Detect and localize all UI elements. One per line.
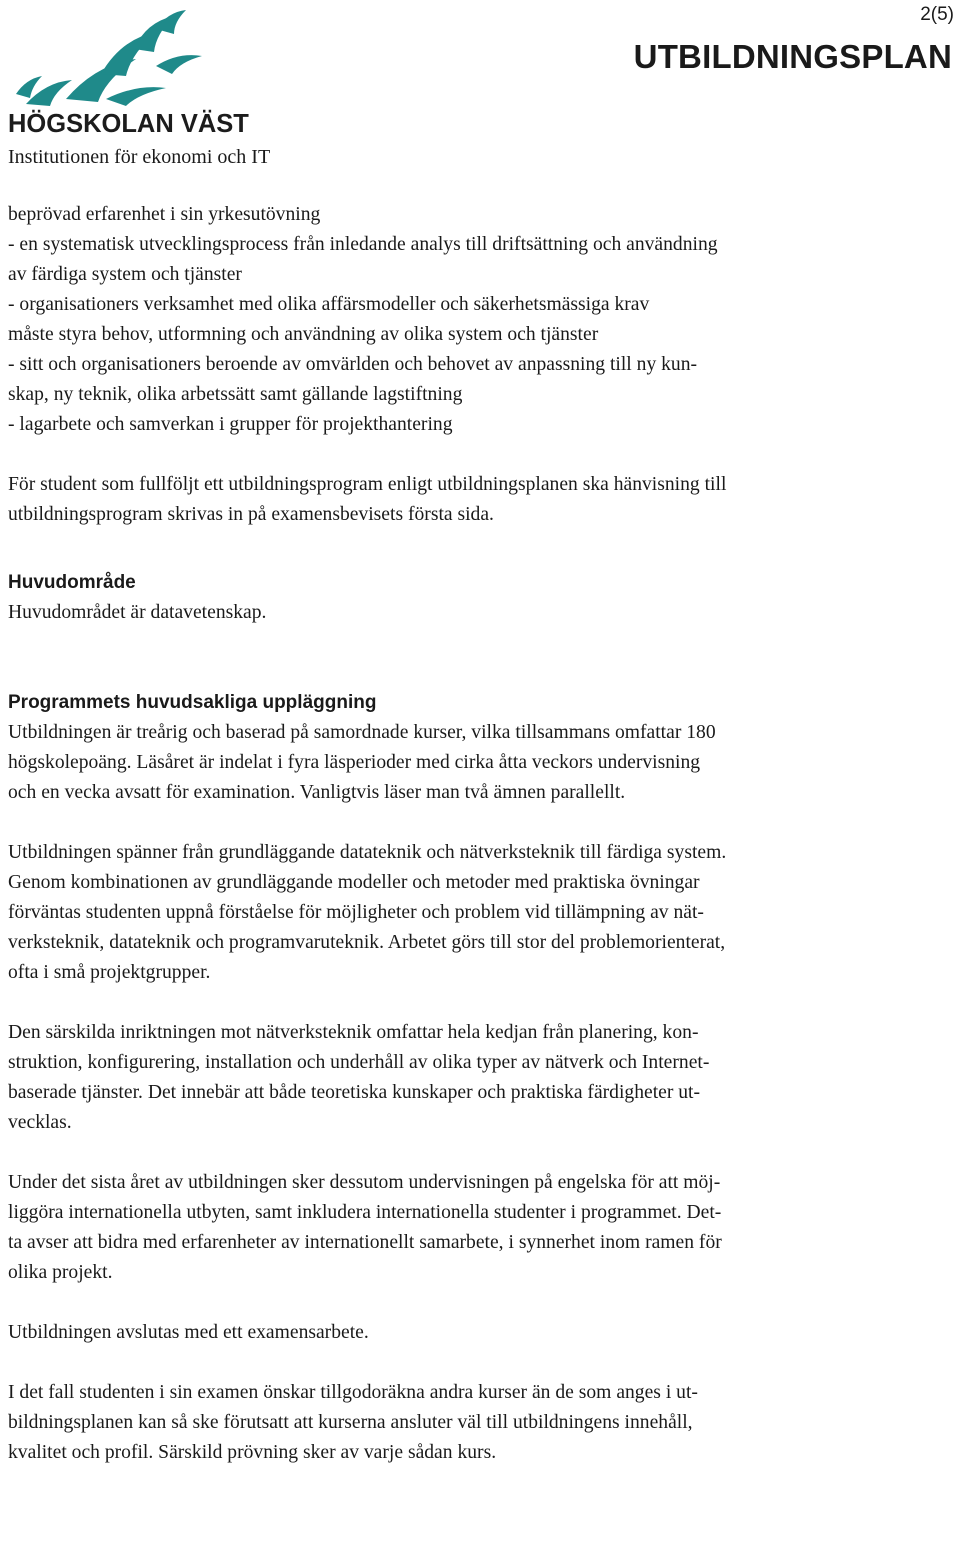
paragraph-line: Den särskilda inriktningen mot nätverksteknik omfattar hela kedjan från planering, kon- (8, 1022, 699, 1043)
list-line: - en systematisk utvecklingsprocess från inledande analys till driftsättning och användning (8, 234, 718, 255)
hogskolan-vast-logo (6, 4, 256, 138)
paragraph-line: ta avser att bidra med erfarenheter av internationellt samarbete, i synnerhet inom ramen för (8, 1232, 722, 1253)
paragraph-line: verksteknik, datateknik och programvaruteknik. Arbetet görs till stor del problemorienterat, (8, 932, 726, 953)
learning-outcomes-list (8, 200, 952, 440)
paragraph-line: vecklas. (8, 1112, 72, 1133)
paragraph-line: Utbildningen avslutas med ett examensarbete. (8, 1322, 369, 1343)
main-area-text: Huvudområdet är datavetenskap. (8, 602, 267, 623)
list-line: beprövad erfarenhet i sin yrkesutövning (8, 204, 321, 225)
structure-paragraph (8, 838, 952, 988)
paragraph-line: liggöra internationella utbyten, samt inkludera internationella studenter i programmet. Det- (8, 1202, 722, 1223)
wave-logo-icon (16, 10, 202, 106)
paragraph-line: Utbildningen spänner från grundläggande datateknik och nätverksteknik till färdiga system. (8, 842, 727, 863)
page-number: 2(5) (920, 4, 954, 25)
degree-note-paragraph (8, 470, 952, 530)
structure-paragraph (8, 1018, 952, 1138)
logo-wordmark: HÖGSKOLAN VÄST (8, 110, 249, 138)
list-line: - organisationers verksamhet med olika affärsmodeller och säkerhetsmässiga krav (8, 294, 650, 315)
page-header (0, 0, 960, 180)
structure-paragraph (8, 1318, 952, 1348)
paragraph-line: ofta i små projektgrupper. (8, 962, 211, 983)
structure-heading: Programmets huvudsakliga uppläggning (8, 692, 377, 713)
list-line: av färdiga system och tjänster (8, 264, 242, 285)
document-title: UTBILDNINGSPLAN (633, 38, 952, 75)
paragraph-line: och en vecka avsatt för examination. Vanligtvis läser man två ämnen parallellt. (8, 782, 626, 803)
paragraph-line: Under det sista året av utbildningen sker dessutom undervisningen på engelska för att möj- (8, 1172, 721, 1193)
structure-paragraph (8, 718, 952, 808)
paragraph-line: förväntas studenten uppnå förståelse för möjligheter och problem vid tillämpning av nät- (8, 902, 704, 923)
paragraph-line: I det fall studenten i sin examen önskar tillgodoräkna andra kurser än de som anges i ut- (8, 1382, 698, 1403)
paragraph-line: baserade tjänster. Det innebär att både teoretiska kunskaper och praktiska färdigheter ut- (8, 1082, 701, 1103)
paragraph-line: olika projekt. (8, 1262, 113, 1283)
paragraph-line: utbildningsprogram skrivas in på examensbevisets första sida. (8, 504, 494, 525)
list-line: måste styra behov, utformning och användning av olika system och tjänster (8, 324, 599, 345)
main-area-heading: Huvudområde (8, 572, 136, 593)
paragraph-line: bildningsplanen kan så ske förutsatt att kurserna ansluter väl till utbildningens innehåll, (8, 1412, 693, 1433)
paragraph-line: högskolepoäng. Läsåret är indelat i fyra läsperioder med cirka åtta veckors undervisning (8, 752, 701, 773)
paragraph-line: För student som fullföljt ett utbildningsprogram enligt utbildningsplanen ska hänvisning till (8, 474, 727, 495)
list-line: - sitt och organisationers beroende av omvärlden och behovet av anpassning till ny kun- (8, 354, 698, 375)
list-line: - lagarbete och samverkan i grupper för projekthantering (8, 414, 453, 435)
paragraph-line: struktion, konfigurering, installation och underhåll av olika typer av nätverk och Internet- (8, 1052, 710, 1073)
list-line: skap, ny teknik, olika arbetssätt samt gällande lagstiftning (8, 384, 463, 405)
structure-paragraph (8, 1378, 952, 1468)
structure-paragraph (8, 1168, 952, 1288)
document-body (8, 200, 952, 1468)
paragraph-line: kvalitet och profil. Särskild prövning sker av varje sådan kurs. (8, 1442, 497, 1463)
paragraph-line: Genom kombinationen av grundläggande modeller och metoder med praktiska övningar (8, 872, 700, 893)
institution-name: Institutionen för ekonomi och IT (8, 146, 271, 168)
paragraph-line: Utbildningen är treårig och baserad på samordnade kurser, vilka tillsammans omfattar 180 (8, 722, 716, 743)
